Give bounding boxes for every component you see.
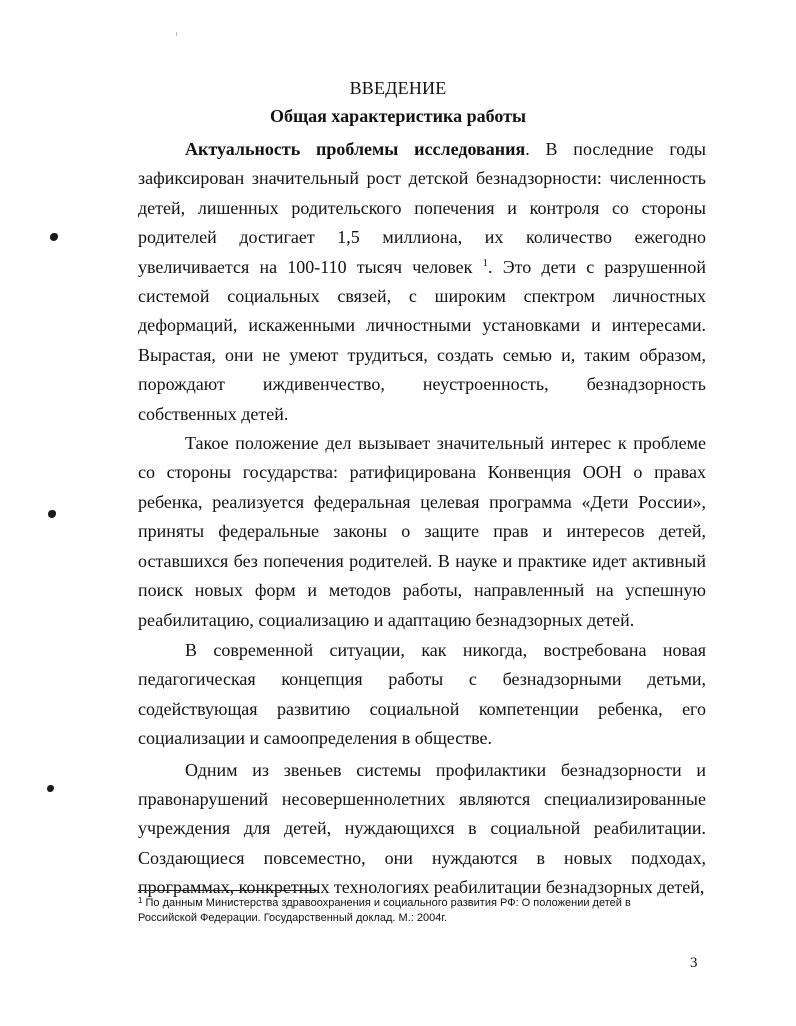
margin-bullet-mark bbox=[50, 233, 58, 241]
footnote-number: 1 bbox=[138, 896, 143, 905]
paragraph-state-interest: Такое положение дел вызывает значительный интерес к проблеме со стороны государства: ратифицирована Конвенция ООН о правах ребенка, реализуется федеральная целевая программа «Дети России», приняты федеральные законы о защите прав и интересов детей, оставшихся без попечения родителей. В науке и практике идет активный поиск новых форм и методов работы, направленный на успешную реабилитацию, социализацию и адаптацию безнадзорных детей. bbox=[138, 433, 706, 630]
paragraph-institutions: Одним из звеньев системы профилактики безнадзорности и правонарушений несовершеннолетних являются специализированные учреждения для детей, нуждающихся в социальной реабилитации. Создающиеся повсеместно, они нуждаются в новых подходах, программах, конкретных технологиях реабилитации безнадзорных детей, bbox=[138, 759, 706, 898]
scan-artifact bbox=[176, 32, 177, 36]
footnote-reference[interactable]: 1 bbox=[482, 256, 489, 269]
section-subtitle: Общая характеристика работы bbox=[269, 106, 527, 126]
page-title: ВВЕДЕНИЕ bbox=[349, 78, 447, 98]
page-number: 3 bbox=[690, 955, 698, 971]
paragraph-lead: Актуальность проблемы исследования bbox=[185, 139, 526, 159]
paragraph-text: . Это дети с разрушенной системой социальных связей, с широким спектром личностных деформаций, искаженными личностными установками и интересами. Вырастая, они не умеют трудиться, создать семью и, таким образом, порождают иждивенчество, неустроенность, безнадзорность собственных детей. bbox=[138, 256, 706, 424]
margin-bullet-mark bbox=[47, 785, 54, 792]
body-text bbox=[138, 135, 706, 903]
paragraph-relevance bbox=[138, 135, 706, 429]
margin-bullet-mark bbox=[48, 510, 56, 518]
paragraph-new-concept: В современной ситуации, как никогда, востребована новая педагогическая концепция работы с безнадзорными детьми, содействующая развитию социальной компетенции ребенка, его социализации и самоопределения в обществе. bbox=[138, 639, 706, 749]
footnote bbox=[138, 896, 678, 926]
footnote-divider bbox=[138, 890, 318, 891]
footnote-text: По данным Министерства здравоохранения и социального развития РФ: О положении детей в Российской Федерации. Государственный доклад. М.: 2004г. bbox=[138, 897, 631, 924]
paragraph-text: . В последние годы зафиксирован значительный рост детской безнадзорности: численность детей, лишенных родительского попечения и контроля со стороны родителей достигает 1,5 миллиона, их количество ежегодно увеличивается на 100-110 тысяч человек bbox=[138, 139, 706, 277]
